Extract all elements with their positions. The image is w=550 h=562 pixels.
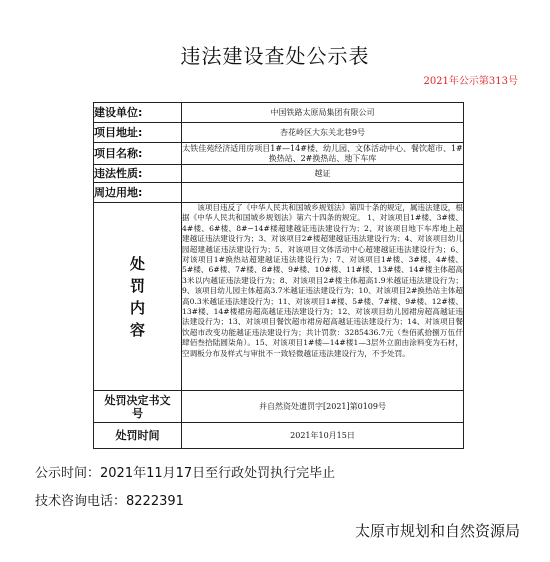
table-row: [94, 203, 464, 391]
penalty-content-text: 该项目违反了《中华人民共和国城乡规划法》第四十条的规定，属违法建设，根据《中华人民共和国城乡规划法》第六十四条的规定。 1、对该项目1#楼、3#楼、4#楼、6#楼、8#−14#楼超建越证违法建设行为；2、对该项目地下车库地上超建越证违法建设行为；3、对该项目2#楼超建越证违法建设行为；4、对该项目幼儿园超建越证违法建设行为；5、对该项目文体活动中心超建越证违法建设行为；6、对该项目1#换热站超建越证违法建设行为；7、对该项目1#楼、3#楼、4#楼、5#楼、6#楼、7#楼、8#楼、9#楼、10#楼、11#楼、13#楼、14#楼主体超高3米以内越证违法建设行为；8、对该项目2#楼主体超高1.9米越证违法建设行为；9、该项目幼儿园主体超高3.7米越证违法建设行为；10、对该项目2#换热站主体超高0.3米越证违法建设行为；11、对该项目1#楼、5#楼、7#楼、9#楼、12#楼、13#楼、14#楼裙房超高越证违法建设行为；12、对该项目幼儿园裙房超高越证违法建设行为；13、对该项目餐饮超市裙房超高越证违法建设行为；14、对该项目餐饮超市改变功能越证违法建设行为；共计罚款：3285436.7元（叁佰贰拾捌万伍仟肆佰叁拾陆圆柒角）。15、对该项目1#楼—14#楼1—3层外立面由涂料变为石材，空调板分布及样式与审批不一致轻微越证违法建设行为，不予处罚。: [182, 203, 463, 358]
row-value-construction-unit: 中国铁路太原局集团有限公司: [182, 103, 464, 123]
penalty-time-label: 处罚时间: [94, 423, 182, 449]
row-label: 项目名称:: [94, 143, 182, 165]
penalty-label-char: 内: [129, 298, 145, 317]
row-label: 周边用地:: [94, 183, 182, 203]
contact-phone: 技术咨询电话：8222391: [35, 494, 184, 509]
penalty-label-char: 容: [129, 320, 145, 339]
row-value-project-address: 杏花岭区大东关北巷9号: [182, 123, 464, 143]
table-row: [94, 391, 464, 423]
row-label: 违法性质:: [94, 165, 182, 183]
row-value-violation-nature: 越证: [182, 165, 464, 183]
decision-number-label: 处罚决定书文 号: [94, 391, 182, 423]
penalty-label-char: 罚: [129, 276, 145, 295]
row-label: 建设单位:: [94, 103, 182, 123]
penalty-content-label: [94, 203, 182, 391]
decision-number-value: 并自然资处遗罚字[2021]第0109号: [182, 391, 464, 423]
penalty-label-char: 处: [129, 254, 145, 273]
row-value-surrounding-land: [182, 183, 464, 203]
issuing-agency: 太原市规划和自然资源局: [354, 522, 520, 540]
table-row: [94, 103, 464, 123]
penalty-content-cell: [182, 203, 464, 391]
document-number: 2021年公示第313号: [423, 76, 518, 87]
violation-table: [93, 102, 464, 449]
table-row: [94, 423, 464, 449]
penalty-time-value: 2021年10月15日: [182, 423, 464, 449]
announcement-period: 公示时间：2021年11月17日至行政处罚执行完毕止: [35, 466, 336, 481]
table-row: [94, 165, 464, 183]
row-label: 项目地址:: [94, 123, 182, 143]
page-title: 违法建设查处公示表: [180, 44, 370, 68]
table-row: [94, 183, 464, 203]
row-value-project-name: 太铁佳苑经济适用房项目1#—14#楼、幼儿园、文体活动中心、餐饮超市、1#换热站、2#换热站、地下车库: [182, 143, 463, 163]
table-row: [94, 123, 464, 143]
table-row: [94, 143, 464, 165]
